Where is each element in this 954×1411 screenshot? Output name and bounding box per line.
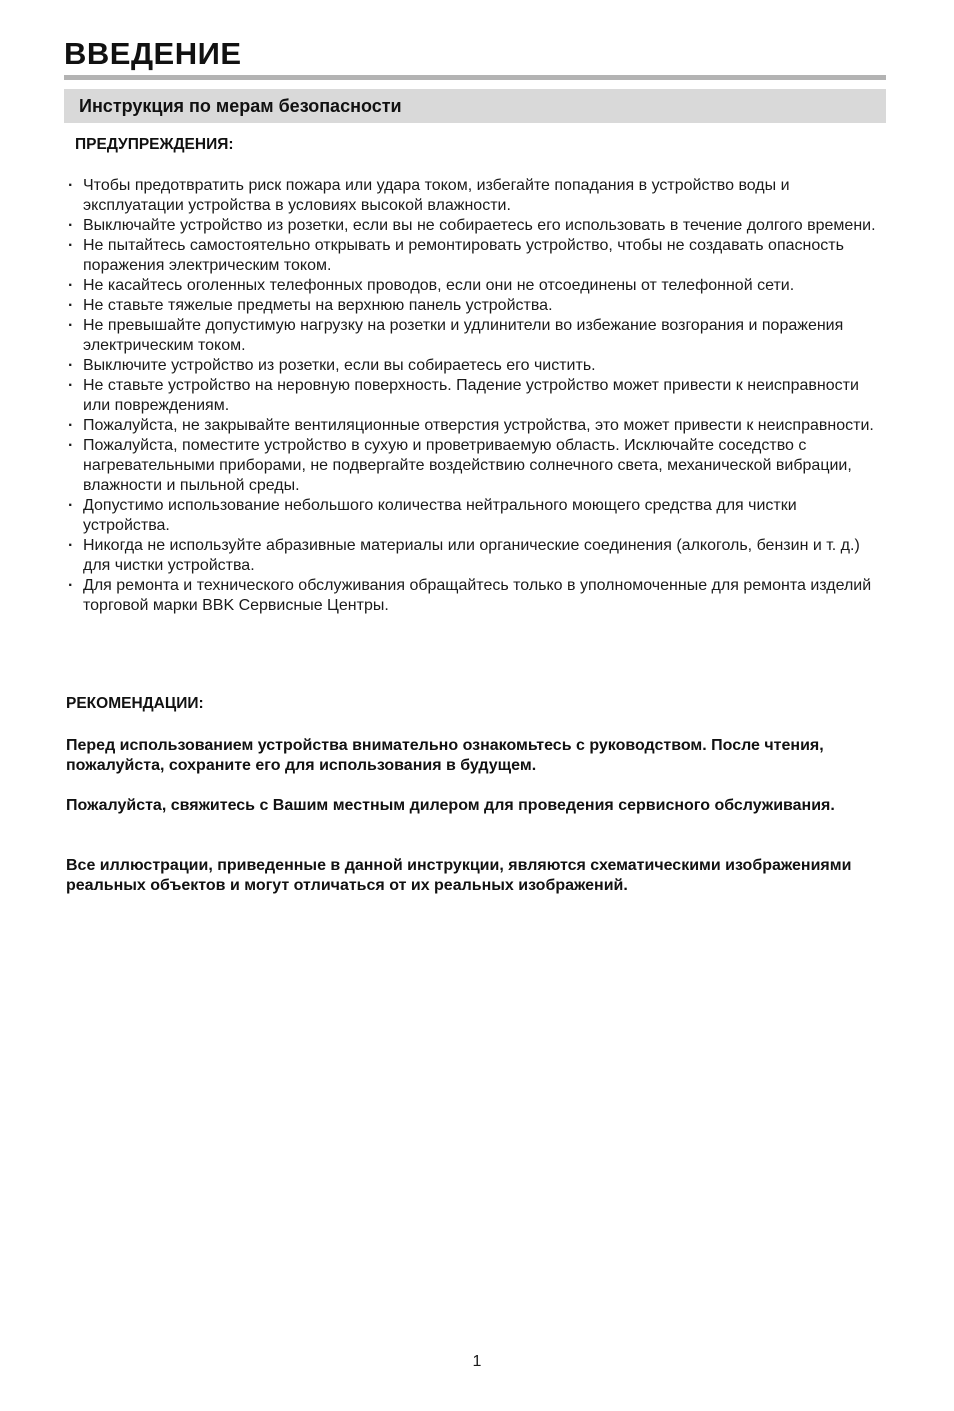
warning-item: · Допустимо использование небольшого количества нейтрального моющего средства для чистки устройства. [66, 496, 878, 536]
warning-item: · Не ставьте устройство на неровную поверхность. Падение устройство может привести к неисправности или повреждениям. [66, 376, 878, 416]
warnings-list [66, 176, 878, 616]
warning-item: · Не превышайте допустимую нагрузку на розетки и удлинители во избежание возгорания и поражения электрическим током. [66, 316, 878, 356]
warning-item: · Не касайтесь оголенных телефонных проводов, если они не отсоединены от телефонной сети. [66, 276, 878, 296]
recommendation-paragraph: Все иллюстрации, приведенные в данной инструкции, являются схематическими изображениями реальных объектов и могут отличаться от их реальных изображений. [66, 857, 852, 894]
page-title: ВВЕДЕНИЕ [64, 36, 242, 71]
page-number: 1 [472, 1353, 482, 1370]
warning-item: · Не пытайтесь самостоятельно открывать и ремонтировать устройство, чтобы не создавать опасность поражения электрическим током. [66, 236, 878, 276]
warning-item: · Чтобы предотвратить риск пожара или удара током, избегайте попадания в устройство воды и эксплуатации устройства в условиях высокой влажности. [66, 176, 878, 216]
warning-item: · Для ремонта и технического обслуживания обращайтесь только в уполномоченные для ремонта изделий торговой марки BBK Сервисные Центры. [66, 576, 878, 616]
warnings-heading: ПРЕДУПРЕЖДЕНИЯ: [75, 136, 234, 153]
warning-item: · Выключайте устройство из розетки, если вы не собираетесь его использовать в течение долгого времени. [66, 216, 878, 236]
section-title: Инструкция по мерам безопасности [79, 95, 402, 116]
recommendations-heading: РЕКОМЕНДАЦИИ: [66, 695, 204, 712]
warning-item: · Пожалуйста, поместите устройство в сухую и проветриваемую область. Исключайте соседство с нагревательными приборами, не подвергайте воздействию солнечного света, механической вибрации, влажности и пыльной среды. [66, 436, 878, 496]
section-header [64, 89, 886, 123]
warning-item: · Никогда не используйте абразивные материалы или органические соединения (алкоголь, бензин и т. д.) для чистки устройства. [66, 536, 878, 576]
recommendation-paragraph: Перед использованием устройства внимательно ознакомьтесь с руководством. После чтения, пожалуйста, сохраните его для использования в будущем. [66, 737, 824, 774]
warning-item: · Выключите устройство из розетки, если вы собираетесь его чистить. [66, 356, 878, 376]
warning-item: · Не ставьте тяжелые предметы на верхнюю панель устройства. [66, 296, 878, 316]
warning-item: · Пожалуйста, не закрывайте вентиляционные отверстия устройства, это может привести к неисправности. [66, 416, 878, 436]
recommendation-paragraph: Пожалуйста, свяжитесь с Вашим местным дилером для проведения сервисного обслуживания. [66, 797, 835, 814]
title-underline [64, 75, 886, 80]
